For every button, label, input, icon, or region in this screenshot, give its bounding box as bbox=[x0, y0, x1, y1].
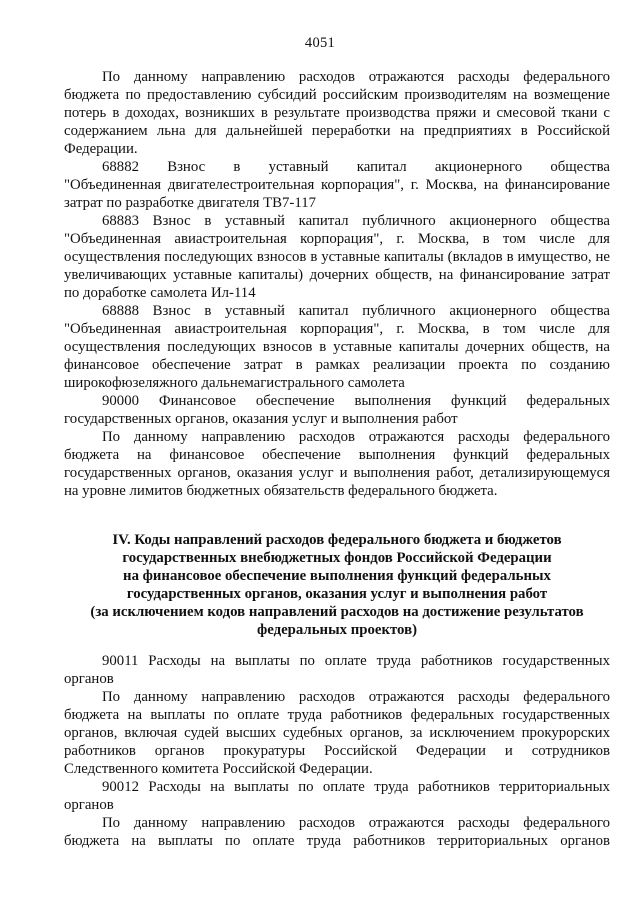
text-line: 90012 Расходы на выплаты по оплате труда работников территориальных bbox=[102, 779, 610, 795]
text-line: 90011 Расходы на выплаты по оплате труда работников государственных bbox=[102, 653, 610, 669]
heading-line: государственных внебюджетных фондов Российской Федерации bbox=[122, 550, 552, 566]
paragraph-90012-description bbox=[64, 814, 610, 850]
text-line: бюджета на выплаты по оплате труда работников территориальных органов bbox=[64, 833, 610, 849]
paragraph-code-90012 bbox=[64, 778, 610, 814]
text-line: По данному направлению расходов отражаются расходы федерального bbox=[102, 429, 610, 445]
text-line: осуществления последующих взносов в уставные капиталы дочерних обществ, на bbox=[64, 339, 610, 355]
text-line: органов, включая судей высших судебных органов, за исключением прокурорских bbox=[64, 725, 610, 741]
text-line: государственных органов, оказания услуг и выполнения работ bbox=[64, 411, 458, 427]
heading-line: (за исключением кодов направлений расходов на достижение результатов bbox=[90, 604, 584, 620]
text-line: "Объединенная авиастроительная корпорация", г. Москва, в том числе для bbox=[64, 321, 610, 337]
text-line: на уровне лимитов бюджетных обязательств федерального бюджета. bbox=[64, 483, 498, 499]
paragraph-code-90011 bbox=[64, 652, 610, 688]
text-line: осуществления последующих взносов в уставные капиталы (вкладов в имущество, не bbox=[64, 249, 610, 265]
text-line: содержанием льна для дальнейшей переработки на предприятиях в Российской bbox=[64, 123, 610, 139]
text-line: бюджета по предоставлению субсидий российским производителям на возмещение bbox=[64, 87, 610, 103]
heading-line: IV. Коды направлений расходов федерального бюджета и бюджетов bbox=[112, 532, 562, 548]
paragraph-90011-description bbox=[64, 688, 610, 778]
text-line: По данному направлению расходов отражаются расходы федерального bbox=[102, 689, 610, 705]
text-line: потерь в доходах, возникших в результате производства пряжи и смесовой ткани с bbox=[64, 105, 610, 121]
text-line: органов bbox=[64, 671, 114, 687]
paragraph-code-90000 bbox=[64, 392, 610, 428]
text-line: бюджета на финансовое обеспечение выполнения функций федеральных bbox=[64, 447, 610, 463]
text-line: органов bbox=[64, 797, 114, 813]
text-line: работников органов прокуратуры Российской Федерации и сотрудников bbox=[64, 743, 610, 759]
text-line: По данному направлению расходов отражаются расходы федерального bbox=[102, 69, 610, 85]
text-line: "Объединенная двигателестроительная корпорация", г. Москва, на финансирование bbox=[64, 177, 610, 193]
page-number: 4051 bbox=[304, 35, 336, 51]
paragraph-code-68882 bbox=[64, 158, 610, 212]
text-line: 68882 Взнос в уставный капитал акционерного общества bbox=[102, 159, 610, 175]
text-line: финансовое обеспечение затрат в рамках реализации проекта по созданию bbox=[64, 357, 610, 373]
heading-line: федеральных проектов) bbox=[257, 622, 417, 638]
text-line: увеличивающих уставные капиталы) дочерних обществ, на финансирование затрат bbox=[64, 267, 610, 283]
text-line: 68883 Взнос в уставный капитал публичного акционерного общества bbox=[102, 213, 610, 229]
text-line: По данному направлению расходов отражаются расходы федерального bbox=[102, 815, 610, 831]
text-line: Следственного комитета Российской Федерации. bbox=[64, 761, 373, 777]
text-line: по доработке самолета Ил-114 bbox=[64, 285, 256, 301]
section-heading-iv bbox=[64, 531, 610, 639]
paragraph-code-68883 bbox=[64, 212, 610, 302]
paragraph-subsidies-flax bbox=[64, 68, 610, 158]
text-line: широкофюзеляжного дальнемагистрального самолета bbox=[64, 375, 405, 391]
paragraph-90000-description bbox=[64, 428, 610, 500]
text-line: затрат по разработке двигателя ТВ7-117 bbox=[64, 195, 316, 211]
heading-line: государственных органов, оказания услуг и выполнения работ bbox=[126, 586, 548, 602]
text-line: "Объединенная авиастроительная корпорация", г. Москва, в том числе для bbox=[64, 231, 610, 247]
paragraph-code-68888 bbox=[64, 302, 610, 392]
text-line: 90000 Финансовое обеспечение выполнения функций федеральных bbox=[102, 393, 610, 409]
text-line: 68888 Взнос в уставный капитал публичного акционерного общества bbox=[102, 303, 610, 319]
text-line: государственных органов, оказания услуг и выполнения работ, детализирующемуся bbox=[64, 465, 610, 481]
heading-line: на финансовое обеспечение выполнения функций федеральных bbox=[123, 568, 551, 584]
text-line: Федерации. bbox=[64, 141, 138, 157]
text-line: бюджета на выплаты по оплате труда работников федеральных государственных bbox=[64, 707, 610, 723]
